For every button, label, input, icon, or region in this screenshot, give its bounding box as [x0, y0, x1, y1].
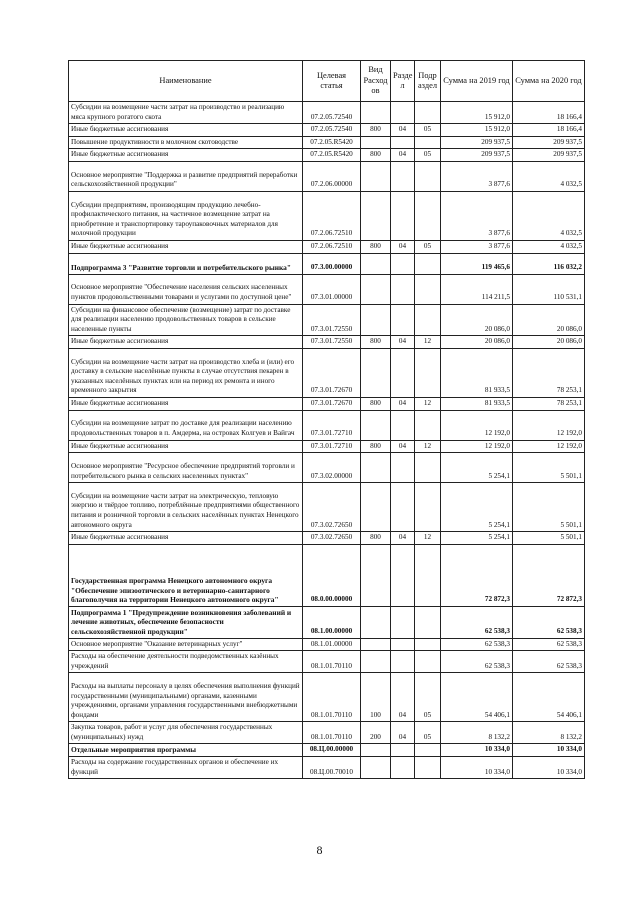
row-name: Основное мероприятие "Поддержка и развитие предприятий переработки сельскохозяйственной продукции" [69, 161, 303, 191]
row-target-article: 07.3.00.00000 [303, 253, 361, 274]
row-target-article: 07.3.02.72650 [303, 532, 361, 545]
row-sum-2019: 5 254,1 [441, 483, 513, 532]
row-sum-2020: 5 501,1 [513, 483, 585, 532]
row-section [391, 744, 415, 757]
row-expense-type [361, 483, 391, 532]
row-section: 04 [391, 240, 415, 253]
row-sum-2020: 18 166,4 [513, 102, 585, 124]
row-expense-type [361, 348, 391, 397]
row-target-article: 08.Ц.00.00000 [303, 744, 361, 757]
header-expense-type: Вид Расход ов [361, 61, 391, 102]
row-subsection [415, 161, 441, 191]
header-sum-2020: Сумма на 2020 год [513, 61, 585, 102]
row-sum-2019: 10 334,0 [441, 744, 513, 757]
row-expense-type [361, 757, 391, 779]
row-section: 04 [391, 532, 415, 545]
row-sum-2019: 114 211,5 [441, 274, 513, 304]
row-subsection: 05 [415, 149, 441, 162]
row-target-article: 08.1.00.00000 [303, 606, 361, 638]
table-row [69, 191, 585, 240]
table-row [69, 240, 585, 253]
row-expense-type [361, 136, 391, 149]
row-name: Иные бюджетные ассигнования [69, 240, 303, 253]
row-name: Подпрограмма 3 "Развитие торговли и потребительского рынка" [69, 253, 303, 274]
header-target-article: Целевая статья [303, 61, 361, 102]
row-name: Иные бюджетные ассигнования [69, 149, 303, 162]
row-section [391, 253, 415, 274]
header-section: Разде л [391, 61, 415, 102]
row-section [391, 544, 415, 606]
row-section [391, 102, 415, 124]
header-subsection: Подр аздел [415, 61, 441, 102]
row-section: 04 [391, 336, 415, 349]
row-target-article: 07.3.01.72550 [303, 304, 361, 336]
row-name: Субсидии на финансовое обеспечение (возмещение) затрат по доставке для реализации населению продовольственных товаров в сельские населенные пункты [69, 304, 303, 336]
row-name: Расходы на обеспечение деятельности подведомственных казённых учреждений [69, 651, 303, 673]
row-subsection [415, 348, 441, 397]
page-number: 8 [316, 843, 323, 857]
row-sum-2020: 12 192,0 [513, 440, 585, 453]
row-sum-2019: 62 538,3 [441, 638, 513, 651]
table-row [69, 440, 585, 453]
row-target-article: 07.3.01.72670 [303, 348, 361, 397]
row-name: Основное мероприятие "Обеспечение населения сельских населенных пунктов продовольственными товарами и услугами по доступной цене" [69, 274, 303, 304]
row-name: Субсидии на возмещение части затрат на производство хлеба и (или) его доставку в сельские населённые пункты в случае отсутствия пекарен в указанных населённых пунктах или на период их ремонта и иного временного закрытия [69, 348, 303, 397]
table-row [69, 304, 585, 336]
row-sum-2019: 10 334,0 [441, 757, 513, 779]
table-row [69, 483, 585, 532]
row-target-article: 07.3.01.72710 [303, 440, 361, 453]
row-sum-2019: 81 933,5 [441, 397, 513, 410]
table-row [69, 606, 585, 638]
row-subsection [415, 453, 441, 483]
row-expense-type: 200 [361, 722, 391, 744]
row-sum-2019: 72 872,3 [441, 544, 513, 606]
row-target-article: 08.1.01.70110 [303, 722, 361, 744]
row-sum-2019: 119 465,6 [441, 253, 513, 274]
row-sum-2019: 54 406,1 [441, 673, 513, 722]
row-subsection [415, 191, 441, 240]
row-sum-2020: 72 872,3 [513, 544, 585, 606]
row-name: Иные бюджетные ассигнования [69, 124, 303, 137]
row-expense-type [361, 606, 391, 638]
row-expense-type: 800 [361, 149, 391, 162]
row-subsection: 05 [415, 124, 441, 137]
row-subsection [415, 136, 441, 149]
row-expense-type: 800 [361, 532, 391, 545]
row-expense-type [361, 651, 391, 673]
row-target-article: 07.3.01.72550 [303, 336, 361, 349]
row-subsection [415, 253, 441, 274]
table-row [69, 544, 585, 606]
table-row [69, 348, 585, 397]
row-expense-type [361, 638, 391, 651]
table-row [69, 453, 585, 483]
row-expense-type [361, 453, 391, 483]
table-row [69, 638, 585, 651]
row-subsection: 12 [415, 532, 441, 545]
row-name: Расходы на содержание государственных органов и обеспечение их функций [69, 757, 303, 779]
row-subsection [415, 744, 441, 757]
row-section: 04 [391, 397, 415, 410]
row-subsection: 05 [415, 722, 441, 744]
row-section: 04 [391, 149, 415, 162]
row-sum-2019: 209 937,5 [441, 136, 513, 149]
table-body [69, 102, 585, 779]
row-sum-2019: 12 192,0 [441, 410, 513, 440]
row-target-article: 07.2.05.R5420 [303, 149, 361, 162]
row-section [391, 453, 415, 483]
row-expense-type: 800 [361, 124, 391, 137]
row-subsection: 12 [415, 336, 441, 349]
table-row [69, 336, 585, 349]
row-sum-2020: 4 032,5 [513, 161, 585, 191]
row-section [391, 161, 415, 191]
budget-table [68, 60, 585, 779]
row-name: Основное мероприятие "Ресурсное обеспечение предприятий торговли и потребительского рынка в сельских населенных пунктах" [69, 453, 303, 483]
row-section: 04 [391, 124, 415, 137]
table-row [69, 161, 585, 191]
row-sum-2020: 4 032,5 [513, 240, 585, 253]
row-sum-2020: 20 086,0 [513, 304, 585, 336]
table-row [69, 102, 585, 124]
row-target-article: 08.1.01.70110 [303, 673, 361, 722]
row-target-article: 07.2.06.72510 [303, 240, 361, 253]
table-row [69, 744, 585, 757]
row-name: Отдельные мероприятия программы [69, 744, 303, 757]
row-subsection [415, 274, 441, 304]
row-section [391, 410, 415, 440]
row-subsection [415, 483, 441, 532]
row-sum-2020: 110 531,1 [513, 274, 585, 304]
row-sum-2019: 20 086,0 [441, 336, 513, 349]
row-sum-2020: 5 501,1 [513, 453, 585, 483]
row-target-article: 08.1.01.00000 [303, 638, 361, 651]
table-row [69, 722, 585, 744]
row-sum-2020: 209 937,5 [513, 149, 585, 162]
row-section [391, 757, 415, 779]
table-row [69, 149, 585, 162]
row-section: 04 [391, 673, 415, 722]
row-sum-2019: 15 912,0 [441, 102, 513, 124]
header-name: Наименование [69, 61, 303, 102]
row-target-article: 07.3.01.72710 [303, 410, 361, 440]
row-sum-2020: 10 334,0 [513, 757, 585, 779]
row-section [391, 348, 415, 397]
row-expense-type [361, 304, 391, 336]
row-target-article: 07.3.02.00000 [303, 453, 361, 483]
row-name: Подпрограмма 1 "Предупреждение возникновения заболеваний и лечение животных, обеспечение безопасности сельскохозяйственной продукции" [69, 606, 303, 638]
row-target-article: 07.3.01.00000 [303, 274, 361, 304]
row-target-article: 07.2.05.72540 [303, 102, 361, 124]
row-sum-2019: 5 254,1 [441, 532, 513, 545]
row-expense-type: 800 [361, 336, 391, 349]
row-section [391, 483, 415, 532]
table-row [69, 124, 585, 137]
row-target-article: 07.3.02.72650 [303, 483, 361, 532]
row-sum-2020: 62 538,3 [513, 606, 585, 638]
table-row [69, 274, 585, 304]
row-expense-type [361, 102, 391, 124]
table-row [69, 532, 585, 545]
row-target-article: 07.2.05.R5420 [303, 136, 361, 149]
row-sum-2019: 3 877,6 [441, 240, 513, 253]
row-sum-2019: 62 538,3 [441, 651, 513, 673]
row-target-article: 07.2.05.72540 [303, 124, 361, 137]
row-sum-2020: 62 538,3 [513, 651, 585, 673]
row-name: Основное мероприятие "Оказание ветеринарных услуг" [69, 638, 303, 651]
row-expense-type [361, 410, 391, 440]
row-target-article: 08.Ц.00.70010 [303, 757, 361, 779]
table-row [69, 410, 585, 440]
row-name: Иные бюджетные ассигнования [69, 440, 303, 453]
header-sum-2019: Сумма на 2019 год [441, 61, 513, 102]
row-name: Иные бюджетные ассигнования [69, 397, 303, 410]
table-row [69, 397, 585, 410]
row-expense-type [361, 744, 391, 757]
row-sum-2020: 78 253,1 [513, 397, 585, 410]
row-name: Повышение продуктивности в молочном скотоводстве [69, 136, 303, 149]
row-sum-2020: 12 192,0 [513, 410, 585, 440]
row-subsection [415, 544, 441, 606]
row-sum-2020: 8 132,2 [513, 722, 585, 744]
row-sum-2020: 62 538,3 [513, 638, 585, 651]
row-sum-2020: 10 334,0 [513, 744, 585, 757]
row-name: Государственная программа Ненецкого автономного округа "Обеспечение эпизоотического и ветеринарно-санитарного благополучия на территории Ненецкого автономного округа" [69, 544, 303, 606]
row-name: Иные бюджетные ассигнования [69, 336, 303, 349]
row-section: 04 [391, 440, 415, 453]
row-sum-2019: 8 132,2 [441, 722, 513, 744]
row-section [391, 638, 415, 651]
row-section [391, 136, 415, 149]
row-name: Закупка товаров, работ и услуг для обеспечения государственных (муниципальных) нужд [69, 722, 303, 744]
row-sum-2019: 15 912,0 [441, 124, 513, 137]
table-row [69, 136, 585, 149]
row-section [391, 191, 415, 240]
row-section [391, 651, 415, 673]
table-header-row [69, 61, 585, 102]
row-expense-type [361, 544, 391, 606]
table-row [69, 757, 585, 779]
row-name: Субсидии на возмещение затрат по доставке для реализации населению продовольственных товаров в п. Амдерма, на островах Колгуев и Вайгач [69, 410, 303, 440]
row-sum-2020: 116 032,2 [513, 253, 585, 274]
row-section [391, 304, 415, 336]
row-sum-2020: 18 166,4 [513, 124, 585, 137]
row-section [391, 274, 415, 304]
row-subsection [415, 410, 441, 440]
row-sum-2019: 209 937,5 [441, 149, 513, 162]
table-row [69, 673, 585, 722]
row-sum-2020: 209 937,5 [513, 136, 585, 149]
row-subsection: 05 [415, 673, 441, 722]
row-subsection: 12 [415, 397, 441, 410]
row-expense-type [361, 253, 391, 274]
row-name: Расходы на выплаты персоналу в целях обеспечения выполнения функций государственными (муниципальными) органами, казенными учреждениями, органами управления государственными внебюджетными фондами [69, 673, 303, 722]
table-row [69, 651, 585, 673]
row-sum-2020: 5 501,1 [513, 532, 585, 545]
row-target-article: 07.2.06.72510 [303, 191, 361, 240]
row-target-article: 08.0.00.00000 [303, 544, 361, 606]
row-sum-2020: 54 406,1 [513, 673, 585, 722]
row-subsection [415, 102, 441, 124]
row-sum-2019: 81 933,5 [441, 348, 513, 397]
row-sum-2020: 78 253,1 [513, 348, 585, 397]
row-subsection [415, 651, 441, 673]
row-sum-2020: 4 032,5 [513, 191, 585, 240]
row-sum-2020: 20 086,0 [513, 336, 585, 349]
row-section [391, 606, 415, 638]
row-expense-type: 800 [361, 440, 391, 453]
row-target-article: 07.3.01.72670 [303, 397, 361, 410]
row-subsection [415, 757, 441, 779]
row-subsection [415, 304, 441, 336]
row-name: Субсидии на возмещение части затрат на производство и реализацию мяса крупного рогатого скота [69, 102, 303, 124]
row-subsection: 12 [415, 440, 441, 453]
row-expense-type: 800 [361, 240, 391, 253]
row-name: Субсидии на возмещение части затрат на электрическую, тепловую энергию и твёрдое топливо, потреблённые предприятиями общественного питания и розничной торговли в сельских населённых пунктах Ненецкого автономного округа [69, 483, 303, 532]
row-subsection [415, 606, 441, 638]
row-sum-2019: 3 877,6 [441, 191, 513, 240]
row-sum-2019: 5 254,1 [441, 453, 513, 483]
row-subsection [415, 638, 441, 651]
row-expense-type [361, 161, 391, 191]
row-expense-type: 800 [361, 397, 391, 410]
row-name: Иные бюджетные ассигнования [69, 532, 303, 545]
row-expense-type [361, 191, 391, 240]
row-expense-type [361, 274, 391, 304]
row-target-article: 08.1.01.70110 [303, 651, 361, 673]
row-section: 04 [391, 722, 415, 744]
row-expense-type: 100 [361, 673, 391, 722]
row-subsection: 05 [415, 240, 441, 253]
row-name: Субсидии предприятиям, производящим продукцию лечебно-профилактического питания, на частичное возмещение затрат на приобретение и транспортировку тароупаковочных материалов для молочной продукции [69, 191, 303, 240]
row-target-article: 07.2.06.00000 [303, 161, 361, 191]
row-sum-2019: 12 192,0 [441, 440, 513, 453]
row-sum-2019: 20 086,0 [441, 304, 513, 336]
table-row [69, 253, 585, 274]
row-sum-2019: 62 538,3 [441, 606, 513, 638]
row-sum-2019: 3 877,6 [441, 161, 513, 191]
